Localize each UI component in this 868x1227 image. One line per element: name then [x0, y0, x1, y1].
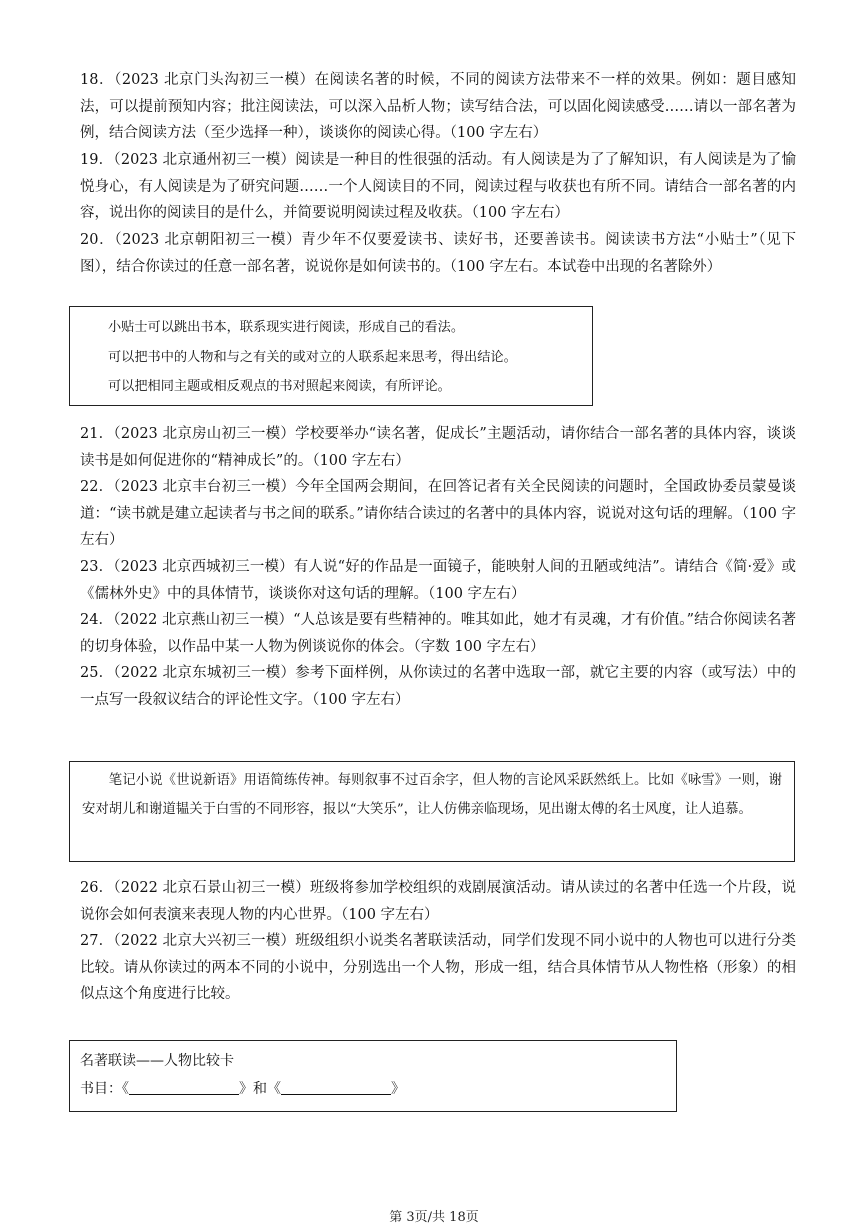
question-26: 26．（2022 北京石景山初三一模）班级将参加学校组织的戏剧展演活动。请从读过的名著中任选一个片段，说说你会如何表演来表现人物的内心世界。（100 字左右） — [80, 880, 796, 923]
tips-line-2: 可以把书中的人物和与之有关的或对立的人联系起来思考，得出结论。 — [108, 349, 517, 365]
question-21: 21．（2023 北京房山初三一模）学校要举办“读名著，促成长”主题活动，请你结合一部名著的具体内容，谈谈读书是如何促进你的“精神成长”的。（100 字左右） — [80, 426, 796, 469]
book-1-blank[interactable] — [129, 1078, 239, 1095]
tips-line-1: 小贴士可以跳出书本，联系现实进行阅读，形成自己的看法。 — [108, 320, 465, 335]
sample-text: 笔记小说《世说新语》用语简练传神。每则叙事不过百余字，但人物的言论风采跃然纸上。比如《咏雪》一则，谢安对胡儿和谢道韫关于白雪的不同形容，报以“大笑乐”，让人仿佛亲临现场，见出谢太傅的名士风度，让人追慕。 — [82, 773, 782, 817]
book-2-blank[interactable] — [281, 1078, 391, 1095]
books-mid: 》和《 — [239, 1081, 281, 1097]
card-books-row — [80, 1075, 666, 1103]
question-24: 24．（2022 北京燕山初三一模）“人总该是要有些精神的。唯其如此，她才有灵魂，才有价值。”结合你阅读名著的切身体验，以作品中某一人物为例谈说你的体会。（字数 100 字左右） — [80, 612, 796, 655]
page-footer: 第 3页/共 18页 — [389, 1210, 479, 1225]
question-19: 19．（2023 北京通州初三一模）阅读是一种目的性很强的活动。有人阅读是为了了解知识，有人阅读是为了愉悦身心，有人阅读是为了研究问题……一个人阅读目的不同，阅读过程与收获也有所不同。请结合一部名著的内容，说出你的阅读目的是什么，并简要说明阅读过程及收获。（100 字左右） — [80, 152, 796, 222]
question-23: 23．（2023 北京西城初三一模）有人说“好的作品是一面镜子，能映射人间的丑陋或纯洁”。请结合《简·爱》或《儒林外史》中的具体情节，谈谈你对这句话的理解。（100 字左右） — [80, 559, 796, 602]
books-end: 》 — [391, 1081, 405, 1097]
question-20: 20．（2023 北京朝阳初三一模）青少年不仅要爱读书、读好书，还要善读书。阅读读书方法“小贴士”（见下图），结合你读过的任意一部名著，说说你是如何读书的。（100 字左右。本试卷中出现的名著除外） — [80, 232, 796, 275]
character-card — [69, 1040, 677, 1112]
question-27: 27．（2022 北京大兴初三一模）班级组织小说类名著联读活动，同学们发现不同小说中的人物也可以进行分类比较。请从你读过的两本不同的小说中，分别选出一个人物，形成一组，结合具体情节从人物性格（形象）的相似点这个角度进行比较。 — [80, 933, 796, 1003]
books-label: 书目：《 — [80, 1081, 129, 1097]
tips-line-3: 可以把相同主题或相反观点的书对照起来阅读，有所评论。 — [108, 379, 451, 394]
sample-box — [69, 761, 795, 862]
tips-box — [69, 306, 593, 406]
question-18: 18．（2023 北京门头沟初三一模）在阅读名著的时候，不同的阅读方法带来不一样的效果。例如：题目感知法，可以提前预知内容；批注阅读法，可以深入品析人物；读写结合法，可以固化阅读感受……请以一部名著为例，结合阅读方法（至少选择一种），谈谈你的阅读心得。（100 字左右） — [80, 72, 796, 142]
question-25: 25．（2022 北京东城初三一模）参考下面样例，从你读过的名著中选取一部，就它主要的内容（或写法）中的一点写一段叙议结合的评论性文字。（100 字左右） — [80, 665, 796, 708]
question-22: 22．（2023 北京丰台初三一模）今年全国两会期间，在回答记者有关全民阅读的问题时，全国政协委员蒙曼谈道：“读书就是建立起读者与书之间的联系。”请你结合读过的名著中的具体内容，说说对这句话的理解。（100 字左右） — [80, 479, 796, 549]
card-title: 名著联读——人物比较卡 — [80, 1053, 234, 1069]
